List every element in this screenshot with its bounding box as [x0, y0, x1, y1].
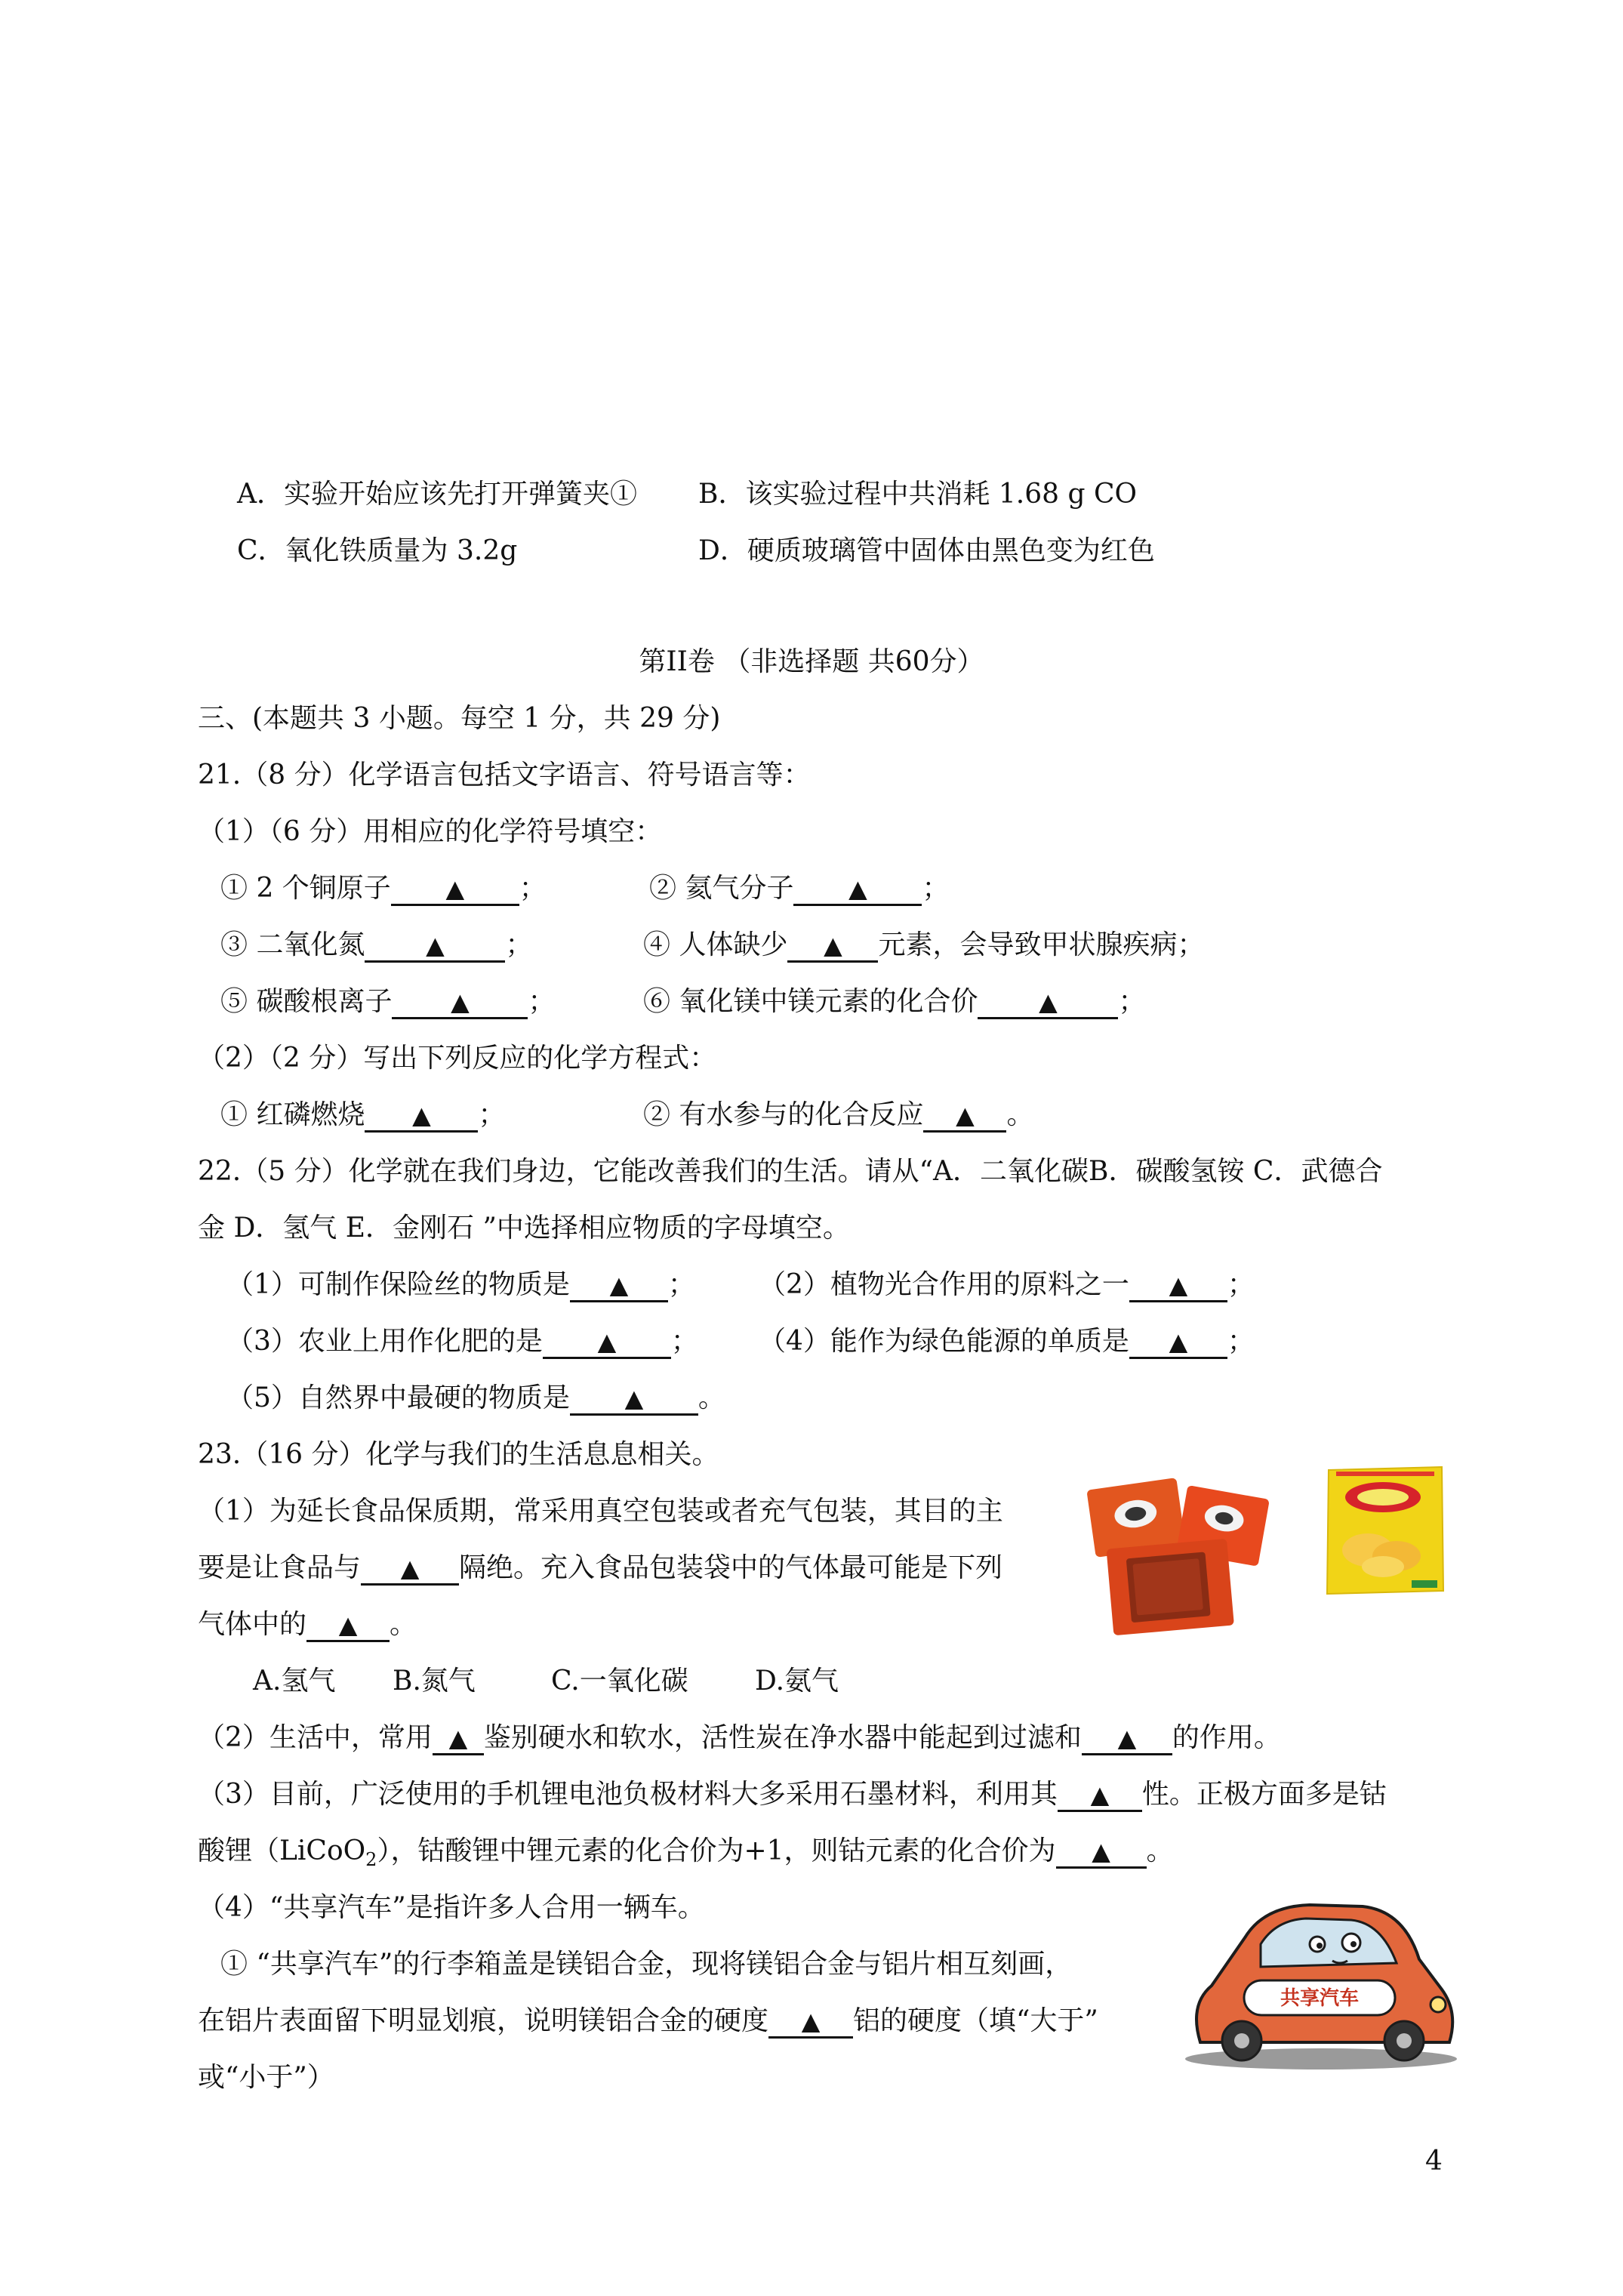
answer-blank: ▲ [801, 2007, 821, 2036]
answer-blank: ▲ [445, 874, 465, 903]
q21-item-2: ② 氦气分子 ▲ ； [649, 870, 949, 908]
answer-blank: ▲ [1169, 1271, 1188, 1299]
answer-blank: ▲ [426, 931, 445, 960]
q23-part-4-1-line-3: 或“小于”） [198, 2062, 334, 2093]
answer-blank: ▲ [1117, 1724, 1137, 1752]
q22-part-4: （4）能作为绿色能源的单质是 ▲ ； [759, 1323, 1255, 1361]
vacuum-packed-food-image [1076, 1472, 1280, 1638]
answer-blank: ▲ [338, 1610, 358, 1639]
shared-car-image [1178, 1891, 1464, 2073]
answer-blank: ▲ [624, 1384, 644, 1413]
page-number: 4 [1425, 2146, 1443, 2177]
q23-part-1-line-2: 要是让食品与 ▲ 隔绝。充入食品包装袋中的气体最可能是下列 [198, 1549, 1002, 1587]
q21-item-5: ⑤ 碳酸根离子 ▲ ； [220, 983, 555, 1021]
answer-blank: ▲ [1090, 1780, 1110, 1809]
q23-part-4-1-line-2: 在铝片表面留下明显划痕，说明镁铝合金的硬度 ▲ 铝的硬度（填“大于” [198, 2002, 1098, 2040]
q21-sub2: （2）（2 分）写出下列反应的化学方程式： [198, 1043, 717, 1074]
chips-bag-image [1321, 1461, 1449, 1597]
option-b: B．该实验过程中共消耗 1.68 g CO [698, 479, 1138, 510]
q23-part-2: （2）生活中，常用 ▲ 鉴别硬水和软水，活性炭在净水器中能起到过滤和 ▲ 的作用。 [198, 1719, 1281, 1757]
q21-sub1: （1）（6 分）用相应的化学符号填空： [198, 816, 663, 847]
answer-blank: ▲ [451, 988, 470, 1016]
answer-blank: ▲ [1039, 988, 1058, 1016]
q23-part-1-line-1: （1）为延长食品保质期，常采用真空包装或者充气包装，其目的主 [198, 1496, 1003, 1527]
q22-stem-line-1: 22.（5 分）化学就在我们身边，它能改善我们的生活。请从“A．二氧化碳B．碳酸氢铵 C．武德合 [198, 1156, 1383, 1187]
answer-blank: ▲ [848, 874, 867, 903]
q21-reaction-1: ① 红磷燃烧 ▲ ； [220, 1096, 505, 1134]
part-header: 三、(本题共 3 小题。每空 1 分，共 29 分) [198, 703, 721, 734]
q23-part-3-line-1: （3）目前，广泛使用的手机锂电池负极材料大多采用石墨材料，利用其 ▲ 性。正极方面多是钴 [198, 1776, 1387, 1814]
answer-blank: ▲ [597, 1327, 617, 1356]
q22-part-3: （3）农业上用作化肥的是 ▲ ； [226, 1323, 698, 1361]
car-label: 共享汽车 [1280, 1987, 1360, 2010]
answer-blank: ▲ [400, 1554, 420, 1583]
q23-part-1-line-3: 气体中的 ▲ 。 [198, 1606, 417, 1644]
answer-blank: ▲ [412, 1101, 431, 1130]
q22-stem-line-2: 金 D．氢气 E．金刚石 ”中选择相应物质的字母填空。 [198, 1213, 850, 1244]
option-c: C．氧化铁质量为 3.2g [237, 535, 518, 566]
q22-part-1: （1）可制作保险丝的物质是 ▲ ； [226, 1266, 695, 1304]
q23-part-4-1-line-1: ① “共享汽车”的行李箱盖是镁铝合金，现将镁铝合金与铝片相互刻画， [220, 1949, 1073, 1980]
option-a: A．实验开始应该先打开弹簧夹① [237, 479, 637, 510]
answer-blank: ▲ [1169, 1327, 1188, 1356]
q21-item-4: ④ 人体缺少 ▲ 元素，会导致甲状腺疾病； [643, 926, 1204, 964]
q21-stem: 21.（8 分）化学语言包括文字语言、符号语言等： [198, 760, 811, 791]
q23-option-d: D.氨气 [755, 1666, 839, 1697]
q23-option-c: C.一氧化碳 [551, 1666, 688, 1697]
answer-blank: ▲ [1092, 1837, 1110, 1866]
answer-blank: ▲ [609, 1271, 629, 1299]
q22-part-5: （5）自然界中最硬的物质是 ▲ 。 [226, 1379, 725, 1417]
answer-blank: ▲ [824, 931, 842, 960]
q21-item-1: ① 2 个铜原子 ▲ ； [220, 870, 547, 908]
q21-reaction-2: ② 有水参与的化合反应 ▲ 。 [643, 1096, 1033, 1134]
section-title: 第II卷 （非选择题 共60分） [639, 646, 984, 677]
q23-part-4: （4）“共享汽车”是指许多人合用一辆车。 [198, 1892, 705, 1923]
q23-part-3-line-2: 酸锂（LiCoO$_2$），钴酸锂中锂元素的化合价为+1，则钴元素的化合价为 ▲ 。 [198, 1835, 1174, 1871]
q21-item-3: ③ 二氧化氮 ▲ ； [220, 926, 532, 964]
q22-part-2: （2）植物光合作用的原料之一 ▲ ； [759, 1266, 1255, 1304]
answer-blank: ▲ [448, 1724, 468, 1752]
q23-option-b: B.氮气 [393, 1666, 476, 1697]
q23-stem: 23.（16 分）化学与我们的生活息息相关。 [198, 1439, 719, 1470]
q21-item-6: ⑥ 氧化镁中镁元素的化合价 ▲ ； [643, 983, 1145, 1021]
option-d: D．硬质玻璃管中固体由黑色变为红色 [698, 535, 1155, 566]
q23-option-a: A.氢气 [253, 1666, 336, 1697]
answer-blank: ▲ [956, 1101, 975, 1130]
